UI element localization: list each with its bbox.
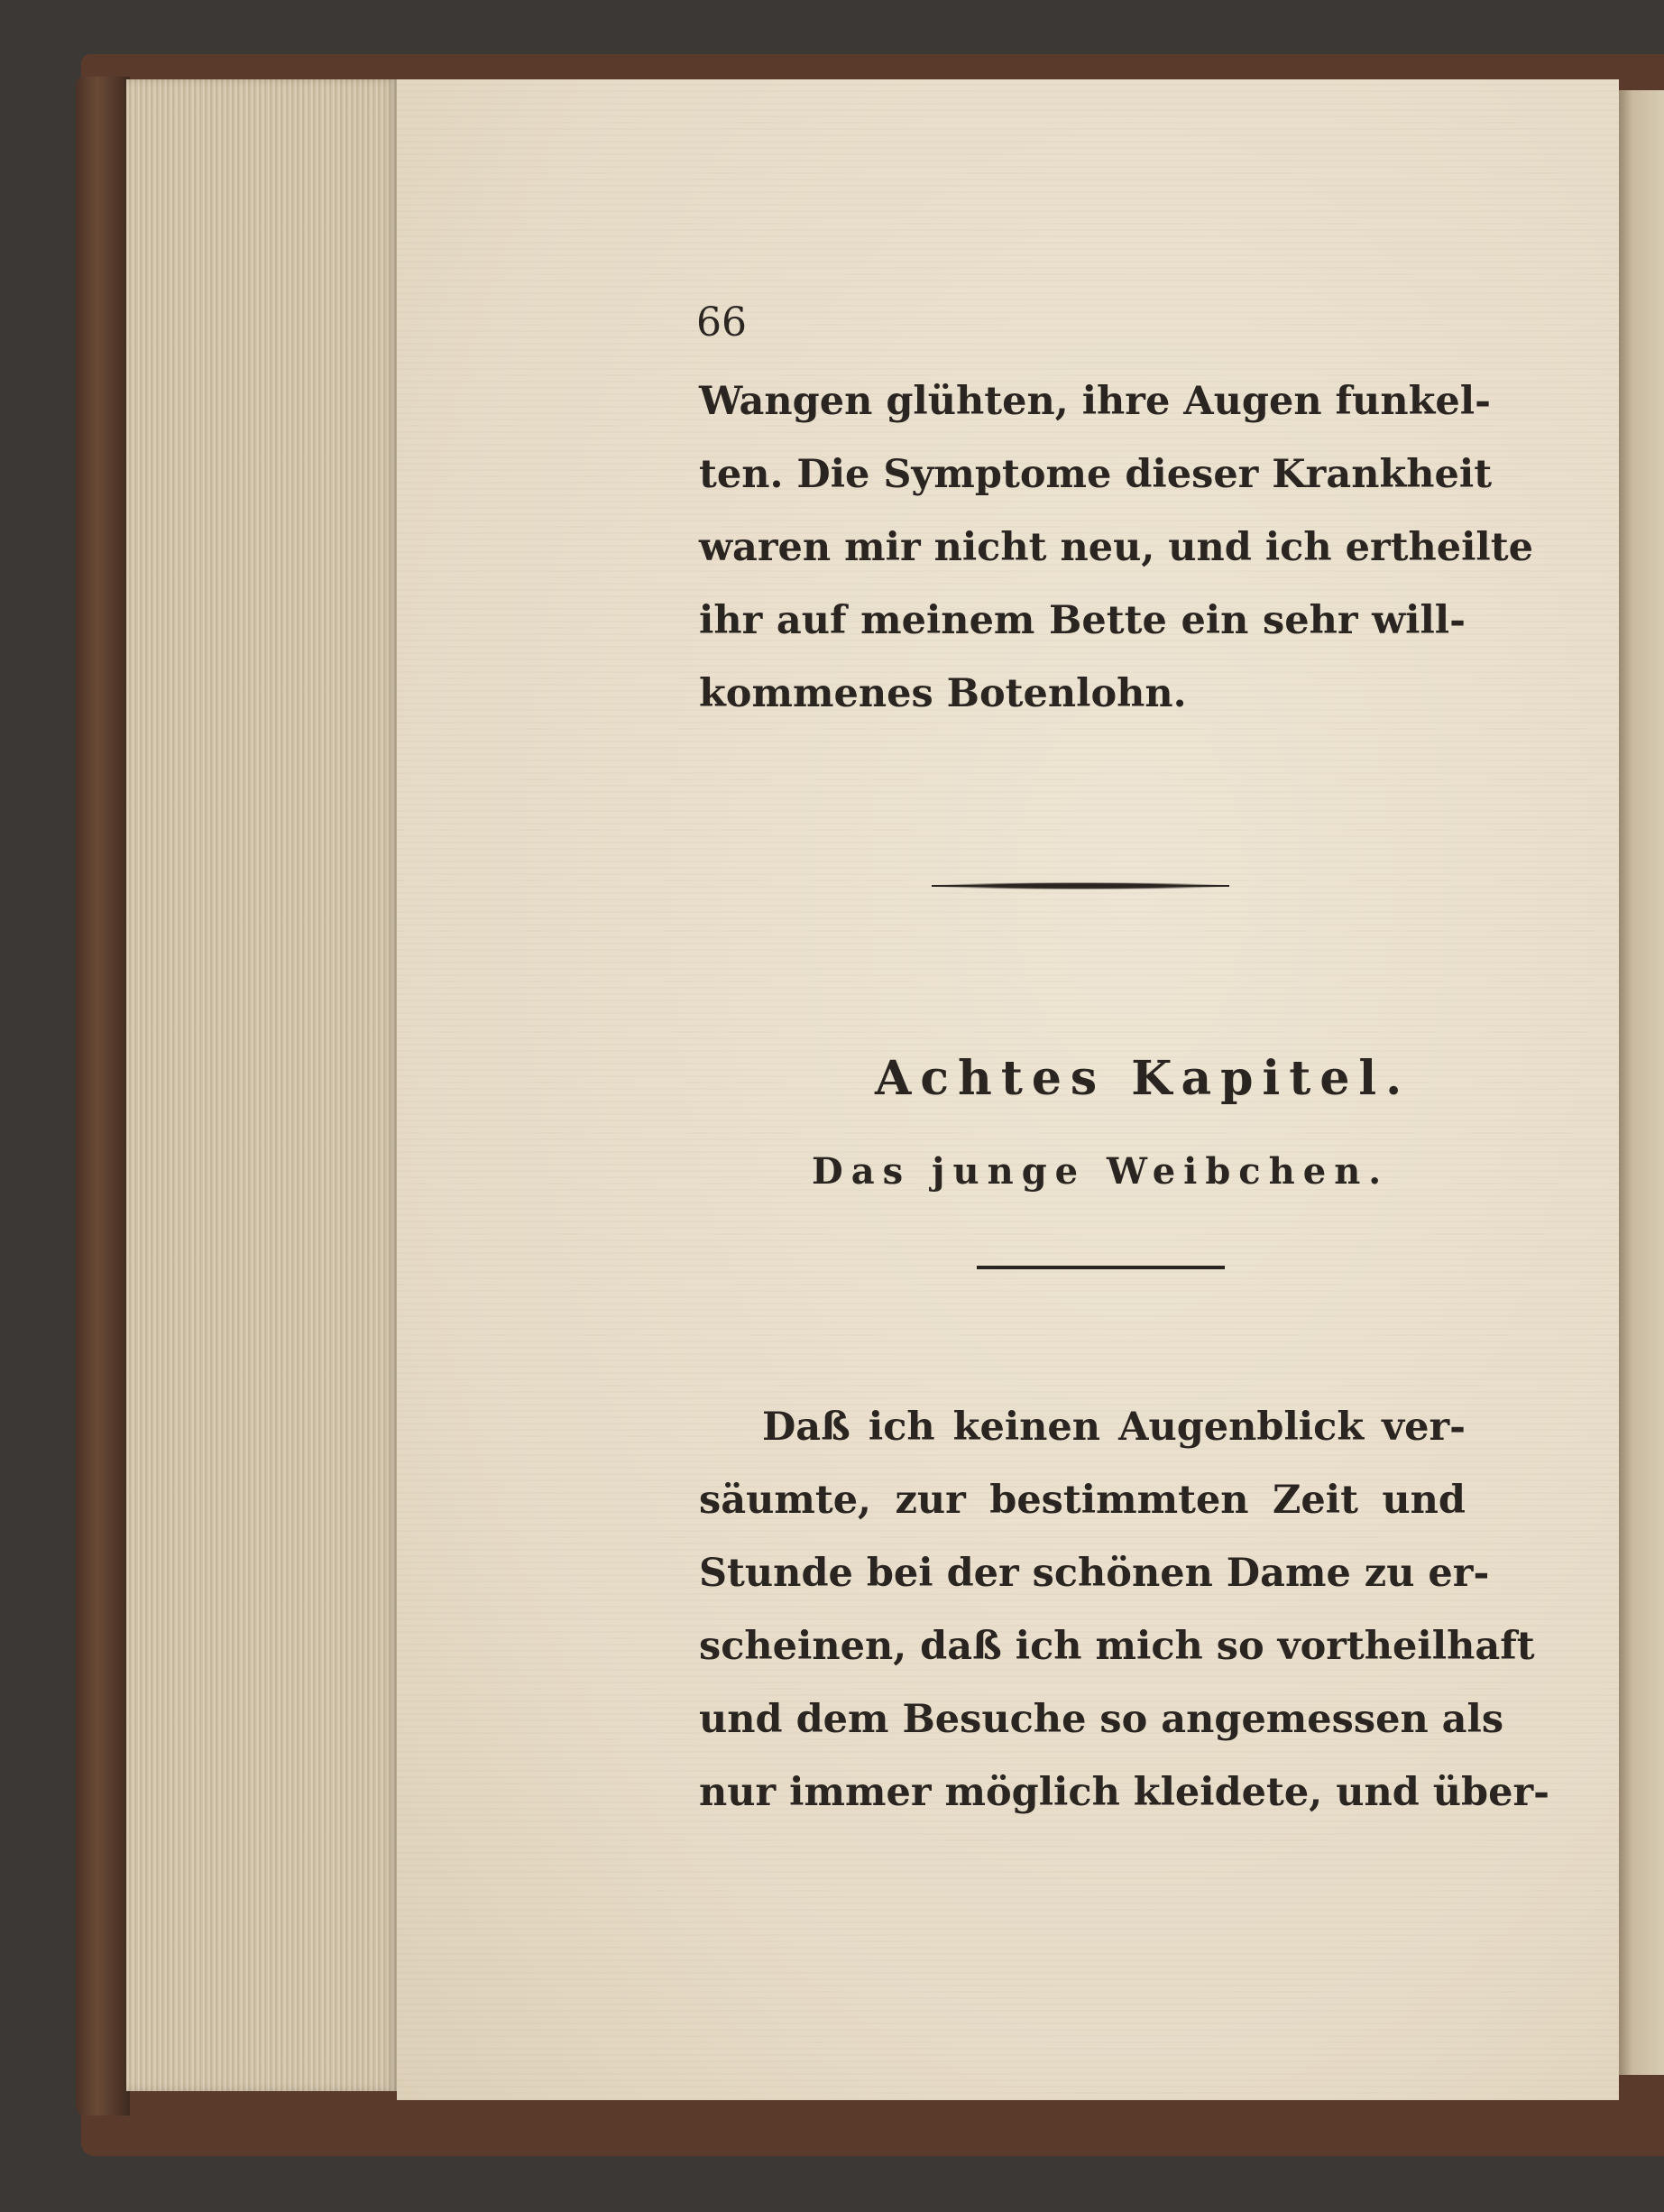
book-cover-edge: [76, 77, 130, 2115]
text-line: Wangen glühten, ihre Augen funkel-: [699, 379, 1491, 424]
body-paragraph: [699, 1391, 1549, 1830]
text-line: ten. Die Symptome dieser Krankheit: [699, 452, 1493, 497]
ornamental-rule-bottom: [977, 1266, 1225, 1269]
text-line: säumte, zur bestimmten Zeit und: [699, 1478, 1466, 1523]
chapter-title: Achtes Kapitel.: [875, 1051, 1411, 1106]
text-line: waren mir nicht neu, und ich ertheilte: [699, 525, 1533, 570]
text-line: Stunde bei der schönen Dame zu er-: [699, 1551, 1490, 1596]
facing-page-edge: [1619, 90, 1664, 2075]
page-stack-edge: [126, 79, 397, 2091]
chapter-subtitle: Das junge Weibchen.: [812, 1150, 1390, 1193]
top-paragraph: [699, 365, 1533, 731]
page-number: 66: [696, 300, 747, 346]
text-line: Daß ich keinen Augenblick ver-: [762, 1405, 1466, 1450]
text-line: kommenes Botenlohn.: [699, 671, 1187, 716]
text-line: scheinen, daß ich mich so vortheilhaft: [699, 1624, 1535, 1669]
text-line: ihr auf meinem Bette ein sehr will-: [699, 598, 1466, 643]
text-line: und dem Besuche so angemessen als: [699, 1697, 1504, 1742]
text-line: nur immer möglich kleidete, und über-: [699, 1770, 1549, 1815]
ornamental-rule-top: [932, 882, 1229, 889]
